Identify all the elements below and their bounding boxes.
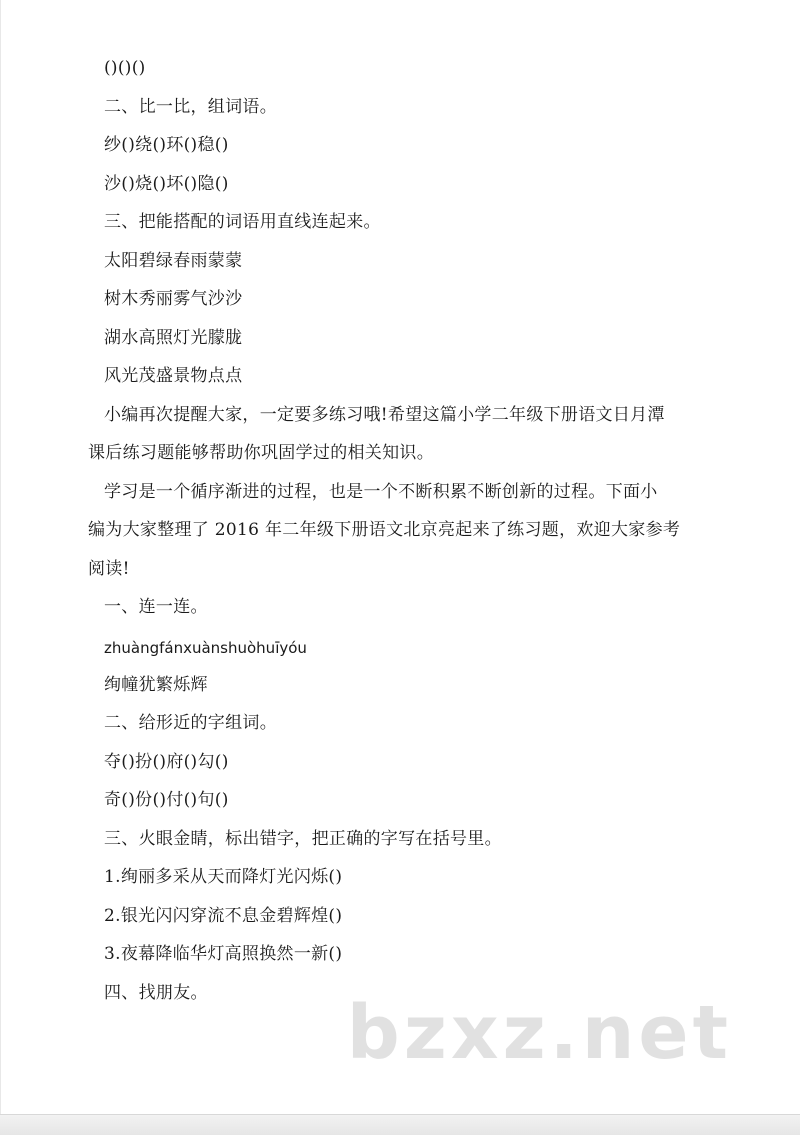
paragraph-line: 阅读! xyxy=(88,559,130,579)
matching-line: 风光茂盛景物点点 xyxy=(104,366,243,386)
section-heading-compare: 二、比一比，组词语。 xyxy=(104,97,277,117)
matching-line: 树木秀丽雾气沙沙 xyxy=(104,289,243,309)
page-left-edge xyxy=(0,0,1,1114)
numbered-item: 2.银光闪闪穿流不息金碧辉煌() xyxy=(104,906,343,926)
page-bottom-edge xyxy=(0,1114,800,1135)
section-heading-friends: 四、找朋友。 xyxy=(104,983,208,1003)
matching-line: 湖水高照灯光朦胧 xyxy=(104,328,243,348)
exercise-line: 纱()绕()环()稳() xyxy=(104,135,229,155)
paragraph-line: 课后练习题能够帮助你巩固学过的相关知识。 xyxy=(88,443,434,463)
numbered-item: 1.绚丽多采从天而降灯光闪烁() xyxy=(104,867,343,887)
matching-line: 太阳碧绿春雨蒙蒙 xyxy=(104,251,243,271)
section-heading-similar: 二、给形近的字组词。 xyxy=(104,713,277,733)
exercise-line: 奇()份()付()句() xyxy=(104,790,229,810)
characters-line: 绚幢犹繁烁辉 xyxy=(104,675,208,695)
blank-parentheses-line: ()()() xyxy=(104,58,146,78)
paragraph-line: 学习是一个循序渐进的过程，也是一个不断积累不断创新的过程。下面小 xyxy=(104,482,658,502)
exercise-line: 夺()扮()府()勾() xyxy=(104,752,229,772)
paragraph-line: 小编再次提醒大家，一定要多练习哦!希望这篇小学二年级下册语文日月潭 xyxy=(104,405,665,425)
section-heading-match: 三、把能搭配的词语用直线连起来。 xyxy=(104,212,381,232)
exercise-line: 沙()烧()坏()隐() xyxy=(104,174,229,194)
pinyin-line: zhuàngfánxuànshuòhuīyóu xyxy=(104,639,307,657)
section-heading-connect: 一、连一连。 xyxy=(104,597,208,617)
paragraph-line: 编为大家整理了 2016 年二年级下册语文北京亮起来了练习题，欢迎大家参考 xyxy=(88,520,681,540)
section-heading-errors: 三、火眼金睛，标出错字，把正确的字写在括号里。 xyxy=(104,829,502,849)
numbered-item: 3.夜幕降临华灯高照换然一新() xyxy=(104,944,343,964)
site-watermark: bzxz.net xyxy=(346,990,732,1076)
